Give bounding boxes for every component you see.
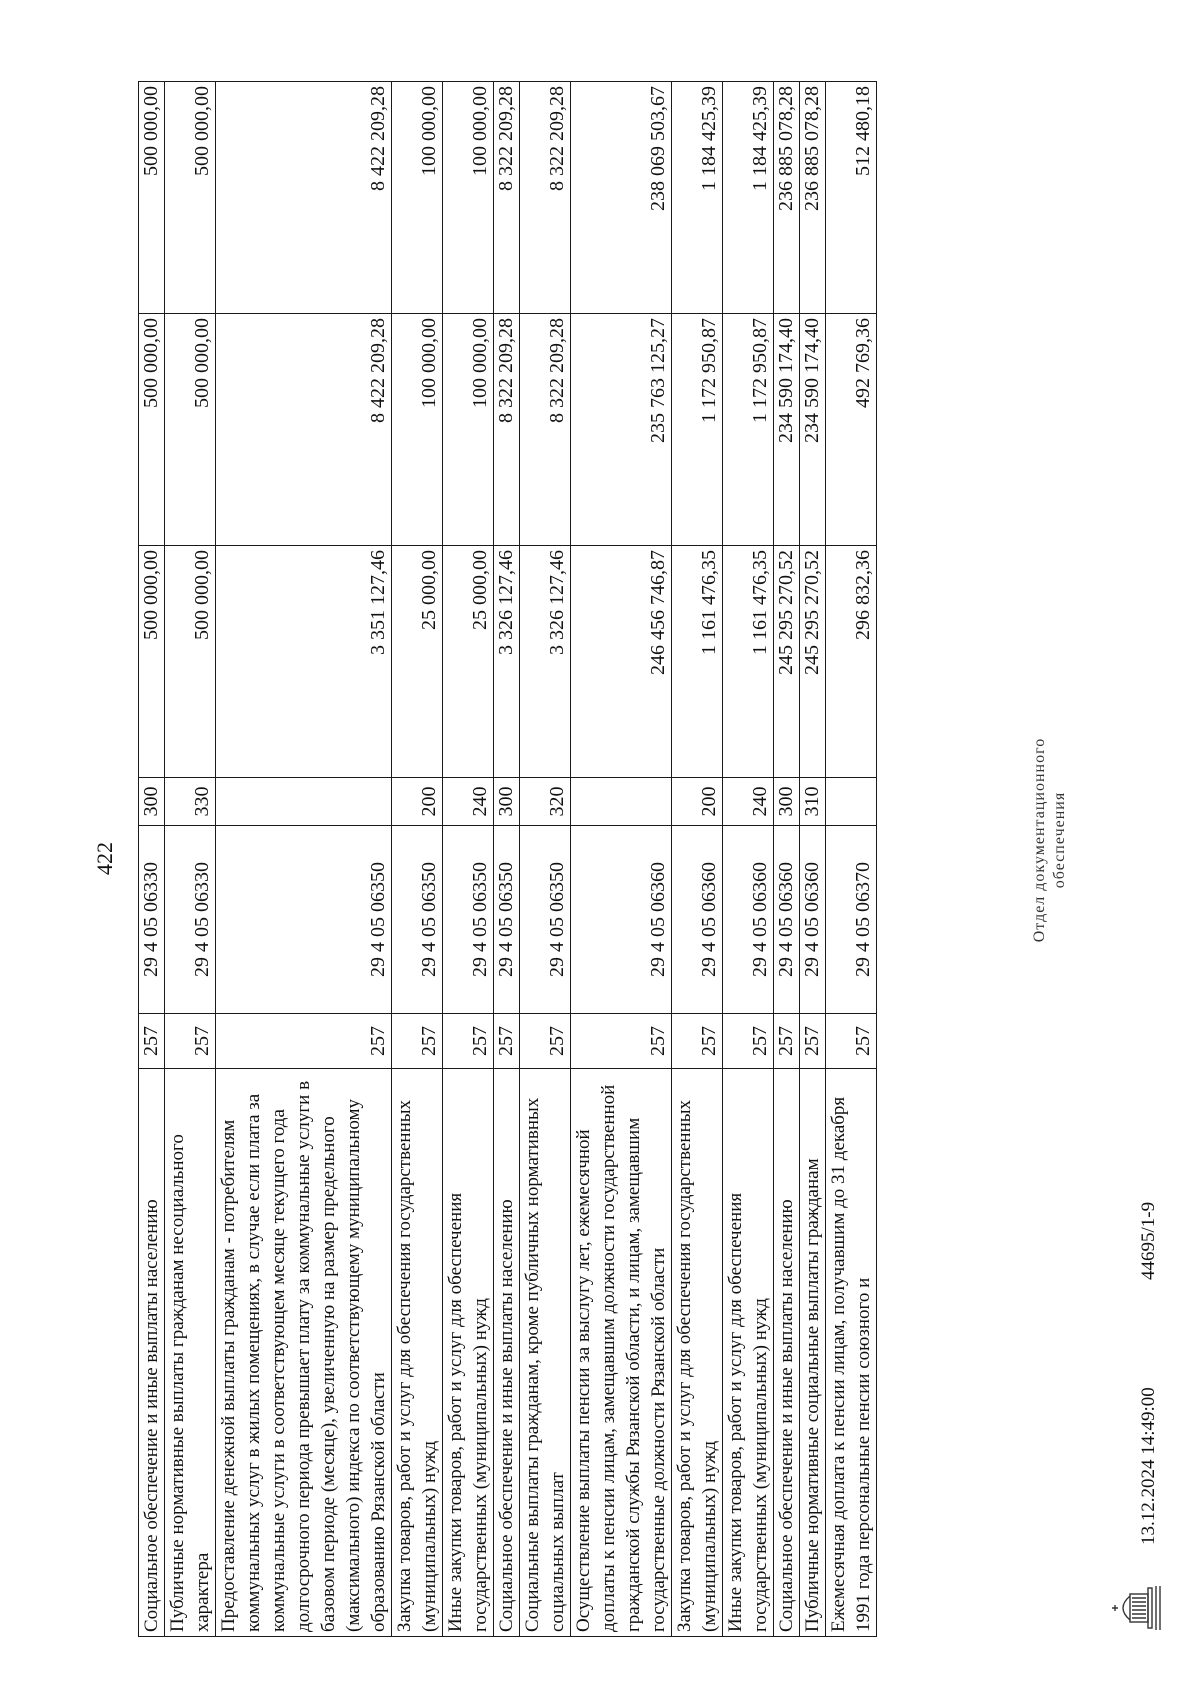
amount-2026: 1 172 950,87	[723, 314, 774, 546]
amount-2026: 8 322 209,28	[520, 314, 571, 546]
amount-2027: 100 000,00	[443, 82, 494, 314]
amount-2025: 25 000,00	[443, 546, 494, 778]
amount-2025: 245 295 270,52	[774, 546, 800, 778]
target-article-code: 29 4 05 06370	[826, 826, 877, 1014]
page-number: 422	[92, 842, 117, 875]
expense-type-code	[571, 778, 672, 826]
table-row	[571, 82, 672, 1637]
amount-2026: 234 590 174,40	[800, 314, 826, 546]
amount-2026: 492 769,36	[826, 314, 877, 546]
expense-type-code: 200	[392, 778, 443, 826]
target-article-code: 29 4 05 06330	[165, 826, 216, 1014]
expense-type-code: 320	[520, 778, 571, 826]
ministry-code: 257	[672, 1014, 723, 1069]
amount-2027: 238 069 503,67	[571, 82, 672, 314]
expense-type-code: 300	[139, 778, 165, 826]
amount-2025: 1 161 476,35	[672, 546, 723, 778]
expense-type-code: 330	[165, 778, 216, 826]
amount-2025: 25 000,00	[392, 546, 443, 778]
amount-2026: 235 763 125,27	[571, 314, 672, 546]
ministry-code: 257	[392, 1014, 443, 1069]
ministry-code: 257	[139, 1014, 165, 1069]
amount-2026: 100 000,00	[443, 314, 494, 546]
row-name: Социальное обеспечение и иные выплаты населению	[494, 1069, 520, 1637]
amount-2026: 500 000,00	[139, 314, 165, 546]
amount-2025: 1 161 476,35	[723, 546, 774, 778]
amount-2026: 1 172 950,87	[672, 314, 723, 546]
amount-2026: 8 322 209,28	[494, 314, 520, 546]
table-row	[826, 82, 877, 1637]
expense-type-code: 240	[723, 778, 774, 826]
amount-2027: 500 000,00	[139, 82, 165, 314]
target-article-code: 29 4 05 06360	[800, 826, 826, 1014]
row-name: Осуществление выплаты пенсии за выслугу лет, ежемесячной доплаты к пенсии лицам, замещавшим должности государственной гражданской службы Рязанской области, и лицам, замещавшим государственные должности Рязанской области	[571, 1069, 672, 1637]
table-row	[443, 82, 494, 1637]
table-row	[520, 82, 571, 1637]
table-row	[672, 82, 723, 1637]
amount-2027: 500 000,00	[165, 82, 216, 314]
amount-2025: 246 456 746,87	[571, 546, 672, 778]
amount-2025: 296 832,36	[826, 546, 877, 778]
target-article-code: 29 4 05 06350	[392, 826, 443, 1014]
target-article-code: 29 4 05 06360	[723, 826, 774, 1014]
footer-datetime: 13.12.2024 14:49:00	[1138, 1387, 1159, 1545]
amount-2025: 500 000,00	[139, 546, 165, 778]
table-row	[494, 82, 520, 1637]
expense-type-code: 300	[494, 778, 520, 826]
row-name: Закупка товаров, работ и услуг для обеспечения государственных (муниципальных) нужд	[392, 1069, 443, 1637]
amount-2026: 100 000,00	[392, 314, 443, 546]
ministry-code: 257	[774, 1014, 800, 1069]
amount-2026: 8 422 209,28	[216, 314, 392, 546]
amount-2025: 500 000,00	[165, 546, 216, 778]
target-article-code: 29 4 05 06350	[494, 826, 520, 1014]
row-name: Публичные нормативные социальные выплаты гражданам	[800, 1069, 826, 1637]
amount-2026: 234 590 174,40	[774, 314, 800, 546]
amount-2025: 3 351 127,46	[216, 546, 392, 778]
expense-type-code: 310	[800, 778, 826, 826]
expense-type-code: 300	[774, 778, 800, 826]
table-row	[165, 82, 216, 1637]
ministry-code: 257	[520, 1014, 571, 1069]
row-name: Ежемесячная доплата к пенсии лицам, получавшим до 31 декабря 1991 года персональные пенсии союзного и	[826, 1069, 877, 1637]
target-article-code: 29 4 05 06360	[774, 826, 800, 1014]
target-article-code: 29 4 05 06360	[571, 826, 672, 1014]
stamp-line: обеспечения	[1051, 791, 1068, 889]
ministry-code: 257	[165, 1014, 216, 1069]
amount-2027: 8 422 209,28	[216, 82, 392, 314]
stamp-line: Отдел документационного	[1031, 737, 1048, 943]
amount-2027: 8 322 209,28	[520, 82, 571, 314]
row-name: Социальное обеспечение и иные выплаты населению	[139, 1069, 165, 1637]
ministry-code: 257	[216, 1014, 392, 1069]
row-name: Публичные нормативные выплаты гражданам несоциального характера	[165, 1069, 216, 1637]
table-row	[800, 82, 826, 1637]
amount-2027: 236 885 078,28	[774, 82, 800, 314]
coat-of-arms-icon	[1108, 1576, 1166, 1640]
ministry-code: 257	[800, 1014, 826, 1069]
expense-type-code	[216, 778, 392, 826]
amount-2027: 8 322 209,28	[494, 82, 520, 314]
department-stamp	[1030, 625, 1070, 1055]
ministry-code: 257	[826, 1014, 877, 1069]
ministry-code: 257	[443, 1014, 494, 1069]
row-name: Закупка товаров, работ и услуг для обеспечения государственных (муниципальных) нужд	[672, 1069, 723, 1637]
row-name: Предоставление денежной выплаты гражданам - потребителям коммунальных услуг в жилых помещениях, в случае если плата за коммунальные услуги в соответствующем месяце текущего года долгосрочного периода превышает плату за коммунальные услуги в базовом периоде (месяце), увеличенную на размер предельного (максимального) индекса по соответствующему муниципальному образованию Рязанской области	[216, 1069, 392, 1637]
target-article-code: 29 4 05 06350	[520, 826, 571, 1014]
row-name: Социальное обеспечение и иные выплаты населению	[774, 1069, 800, 1637]
amount-2027: 512 480,18	[826, 82, 877, 314]
expense-type-code: 200	[672, 778, 723, 826]
table-row	[392, 82, 443, 1637]
target-article-code: 29 4 05 06330	[139, 826, 165, 1014]
expense-type-code: 240	[443, 778, 494, 826]
table-row	[216, 82, 392, 1637]
expense-type-code	[826, 778, 877, 826]
table-row	[774, 82, 800, 1637]
ministry-code: 257	[571, 1014, 672, 1069]
amount-2025: 3 326 127,46	[520, 546, 571, 778]
amount-2027: 100 000,00	[392, 82, 443, 314]
ministry-code: 257	[494, 1014, 520, 1069]
budget-table	[138, 81, 877, 1637]
amount-2027: 236 885 078,28	[800, 82, 826, 314]
table-row	[139, 82, 165, 1637]
row-name: Социальные выплаты гражданам, кроме публичных нормативных социальных выплат	[520, 1069, 571, 1637]
amount-2026: 500 000,00	[165, 314, 216, 546]
amount-2025: 3 326 127,46	[494, 546, 520, 778]
target-article-code: 29 4 05 06360	[672, 826, 723, 1014]
footer-doc-number: 44695/1-9	[1138, 1201, 1159, 1280]
row-name: Иные закупки товаров, работ и услуг для обеспечения государственных (муниципальных) нужд	[723, 1069, 774, 1637]
amount-2027: 1 184 425,39	[723, 82, 774, 314]
row-name: Иные закупки товаров, работ и услуг для обеспечения государственных (муниципальных) нужд	[443, 1069, 494, 1637]
target-article-code: 29 4 05 06350	[216, 826, 392, 1014]
amount-2027: 1 184 425,39	[672, 82, 723, 314]
target-article-code: 29 4 05 06350	[443, 826, 494, 1014]
amount-2025: 245 295 270,52	[800, 546, 826, 778]
table-row	[723, 82, 774, 1637]
ministry-code: 257	[723, 1014, 774, 1069]
